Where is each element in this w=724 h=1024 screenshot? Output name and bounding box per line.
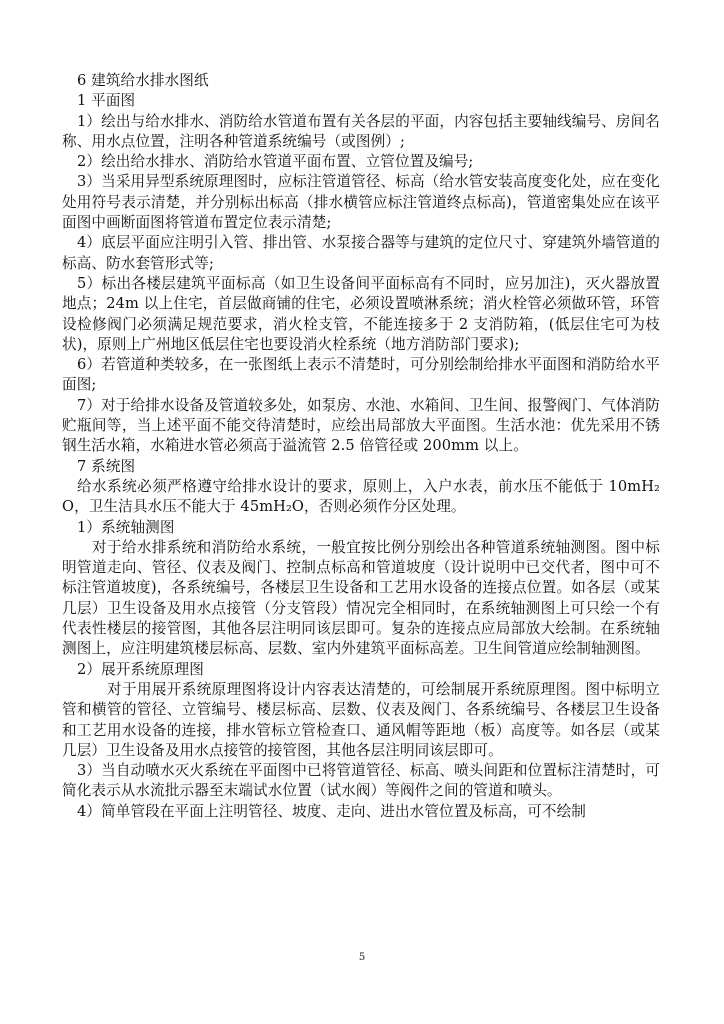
paragraph: 4）底层平面应注明引入管、排出管、水泵接合器等与建筑的定位尺寸、穿建筑外墙管道的标高、防水套管形式等; [62, 234, 660, 272]
paragraph: 3）当采用异型系统原理图时，应标注管道管径、标高（给水管安装高度变化处，应在变化处用符号表示清楚，并分别标出标高（排水横管应标注管道终点标高)，管道密集处应在该平面图中画断面图将管道布置定位表示清楚; [62, 173, 660, 232]
paragraph: 3）当自动喷水灭火系统在平面图中已将管道管径、标高、喷头间距和位置标注清楚时，可简化表示从水流批示器至末端试水位置（试水阀）等阀件之间的管道和喷头。 [62, 762, 660, 800]
section-heading-7: 7 系统图 [77, 457, 136, 475]
paragraph: 对于用展开系统原理图将设计内容表达清楚的，可绘制展开系统原理图。图中标明立管和横管的管径、立管编号、楼层标高、层数、仪表及阀门、各系统编号、各楼层卫生设备和工艺用水设备的连接，排水管标立管检查口、通风帽等距地（板）高度等。如各层（或某几层）卫生设备及用水点接管的接管图，其他各层注明同该层即可。 [62, 680, 660, 759]
subsection-heading-schematic: 2）展开系统原理图 [77, 660, 204, 678]
paragraph: 7）对于给排水设备及管道较多处，如泵房、水池、水箱间、卫生间、报警阀门、气体消防贮瓶间等，当上述平面不能交待清楚时，应绘出局部放大平面图。生活水池：优先采用不锈钢生活水箱，水箱进水管必须高于溢流管 2.5 倍管径或 200mm 以上。 [62, 396, 660, 455]
subsection-heading-axonometric: 1）系统轴测图 [77, 518, 175, 536]
paragraph: 4）简单管段在平面上注明管径、坡度、走向、进出水管位置及标高，可不绘制 [77, 802, 586, 820]
document-body [62, 71, 660, 822]
paragraph: 6）若管道种类较多，在一张图纸上表示不清楚时，可分别绘制给排水平面图和消防给水平面图; [62, 356, 660, 394]
paragraph: 给水系统必须严格遵守给排水设计的要求，原则上，入户水表，前水压不能低于 10mH₂O，卫生洁具水压不能大于 45mH₂O，否则必须作分区处理。 [62, 477, 660, 516]
page-number: 5 [358, 952, 366, 963]
paragraph: 2）绘出给水排水、消防给水管道平面布置、立管位置及编号; [77, 153, 474, 171]
paragraph: 5）标出各楼层建筑平面标高（如卫生设备间平面标高有不同时，应另加注)，灭火器放置地点；24m 以上住宅，首层做商铺的住宅，必须设置喷淋系统；消火栓管必须做环管，环管设检修阀门必须满足规范要求，消火栓支管，不能连接多于 2 支消防箱，(低层住宅可为枝状)，原则上广州地区低层住宅也要设消火栓系统（地方消防部门要求); [62, 274, 660, 353]
paragraph: 1）绘出与给水排水、消防给水管道布置有关各层的平面，内容包括主要轴线编号、房间名称、用水点位置，注明各种管道系统编号（或图例）; [62, 112, 660, 150]
section-heading-6: 6 建筑给水排水图纸 [77, 72, 209, 89]
paragraph: 对于给水排系统和消防给水系统，一般宜按比例分别绘出各种管道系统轴测图。图中标明管道走向、管径、仪表及阀门、控制点标高和管道坡度（设计说明中已交代者，图中可不标注管道坡度)，各系统编号，各楼层卫生设备和工艺用水设备的连接点位置。如各层（或某几层）卫生设备及用水点接管（分支管段）情况完全相同时，在系统轴测图上可只绘一个有代表性楼层的接管图，其他各层注明同该层即可。复杂的连接点应局部放大绘制。在系统轴测图上，应注明建筑楼层标高、层数、室内外建筑平面标高差。卫生间管道应绘制轴测图。 [62, 538, 660, 658]
subsection-heading-plan: 1 平面图 [77, 92, 136, 110]
